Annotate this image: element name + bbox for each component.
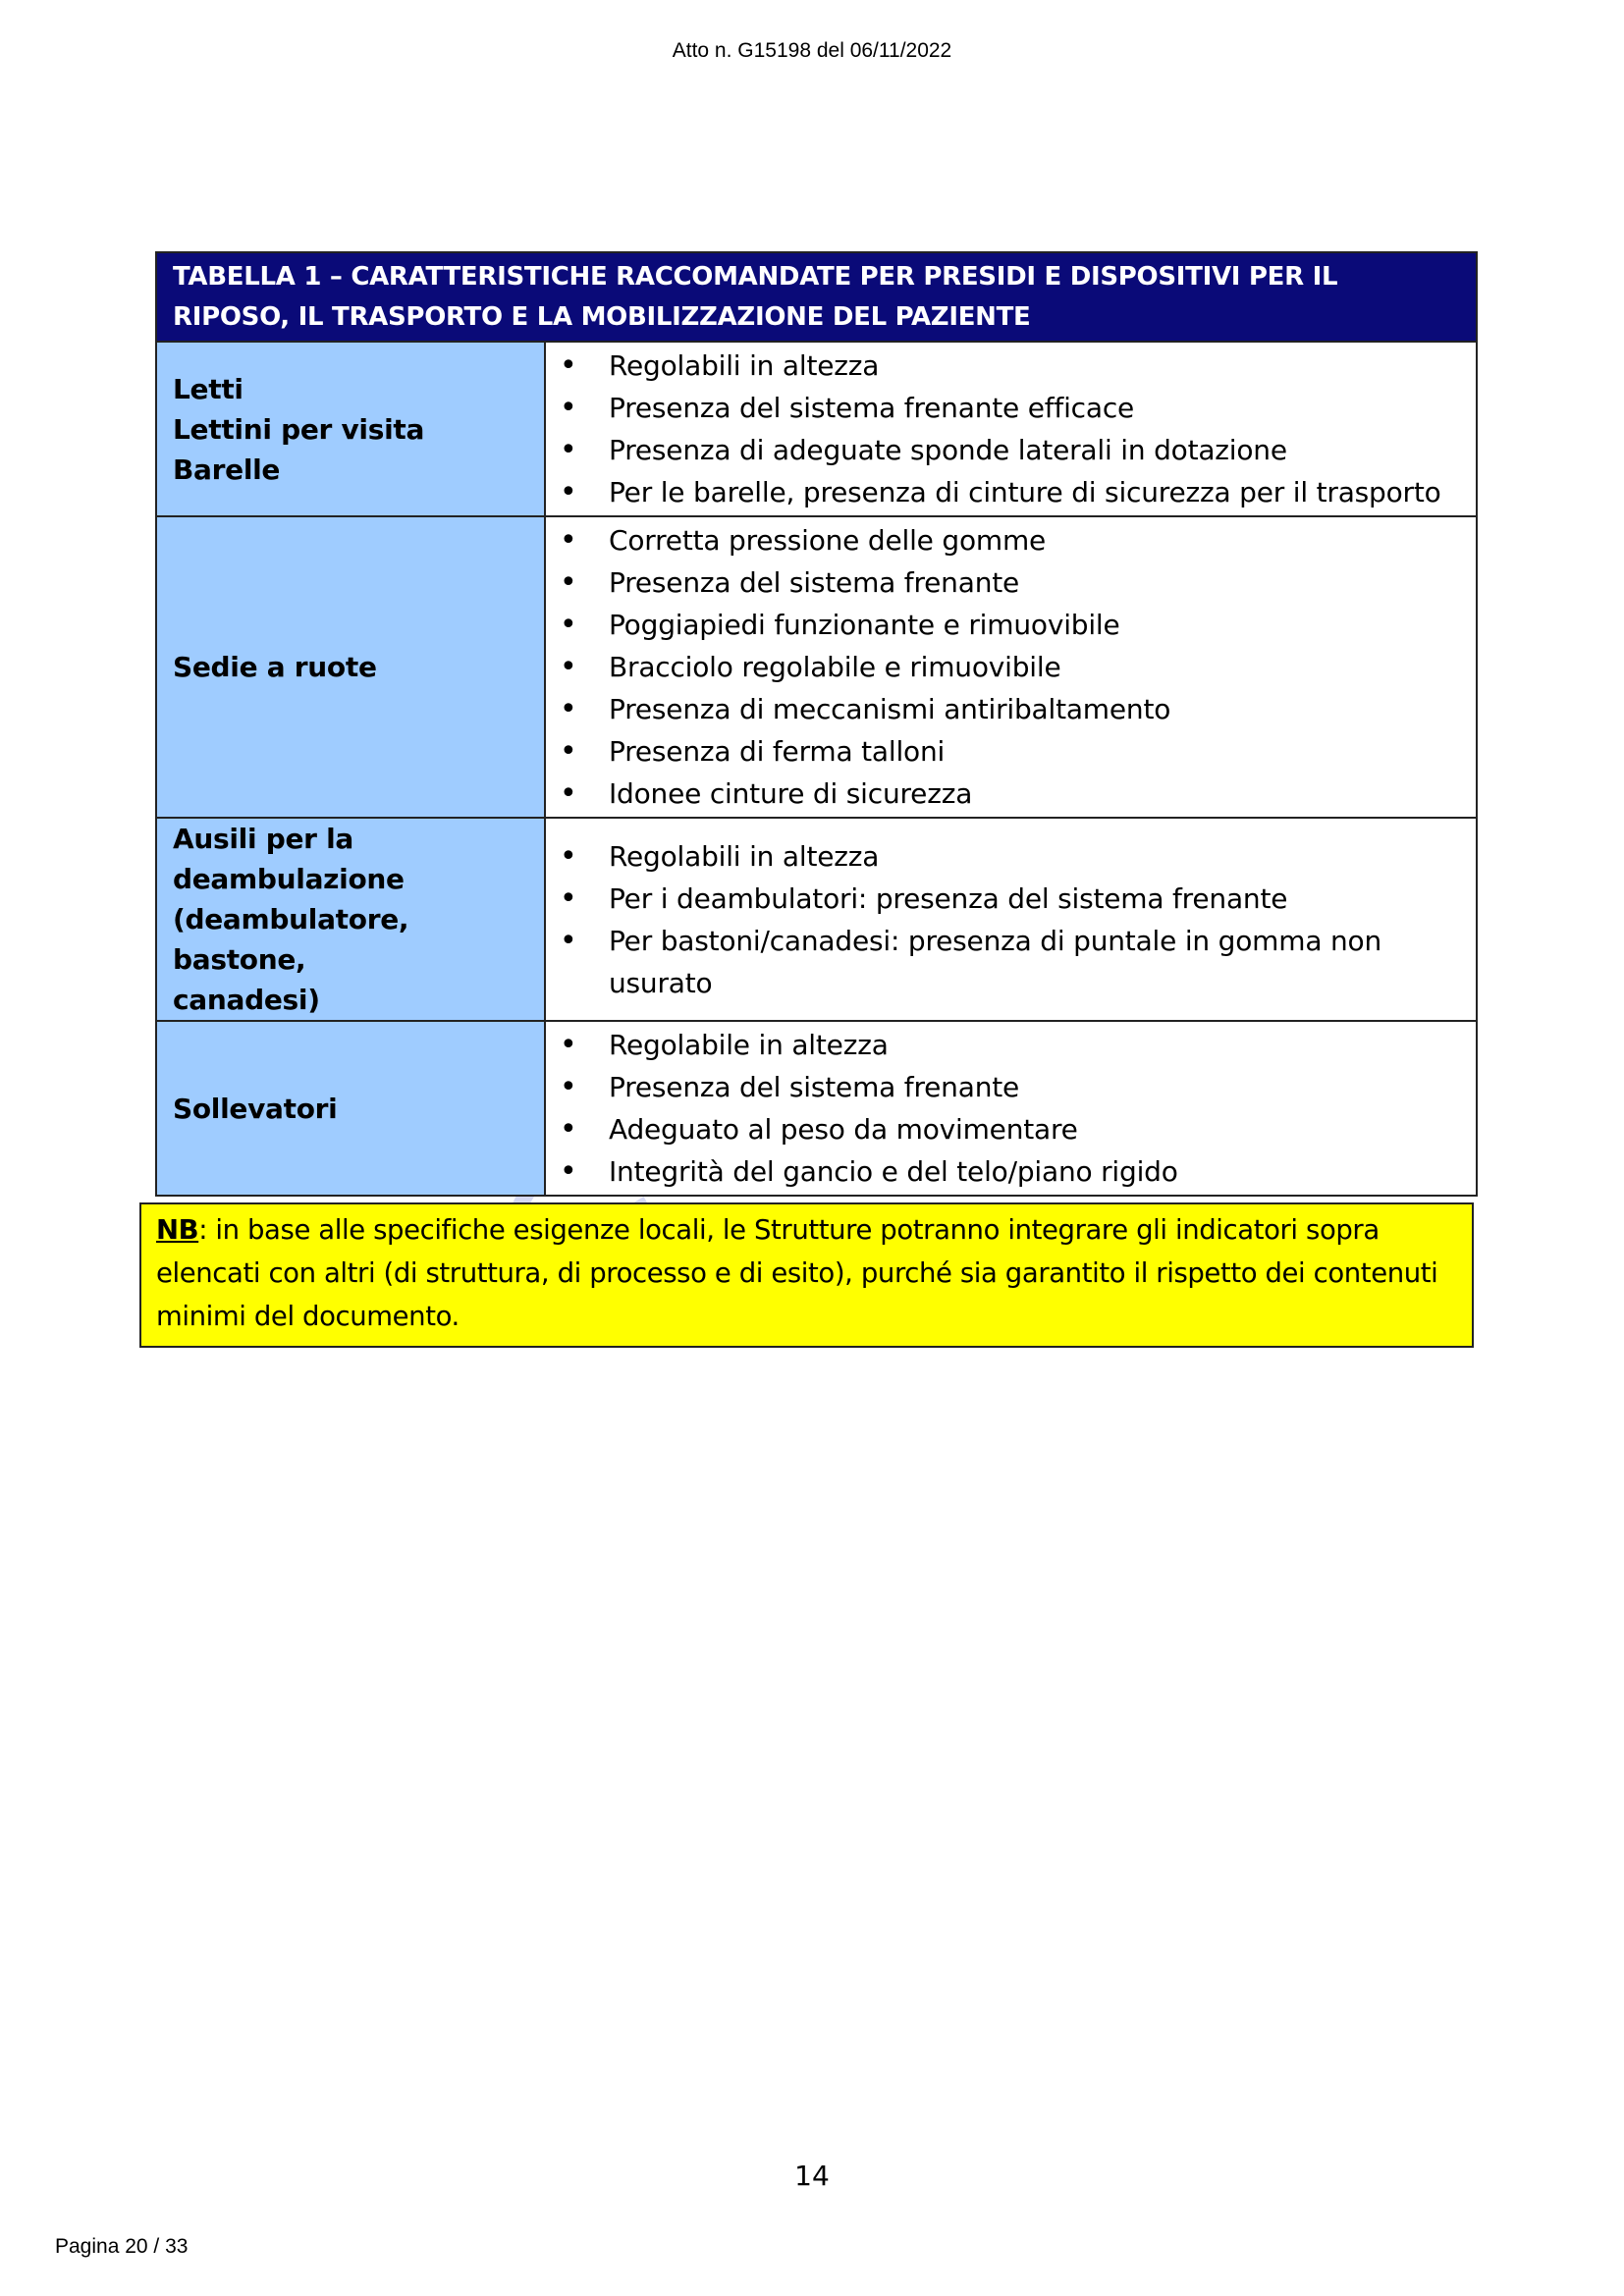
table-row (156, 818, 1477, 1021)
list-item: • Presenza di meccanismi antiribaltamento (546, 688, 1476, 730)
bullet-list (546, 345, 1476, 513)
list-item: • Regolabile in altezza (546, 1024, 1476, 1066)
list-item: • Presenza di ferma talloni (546, 730, 1476, 773)
items-cell (545, 342, 1477, 516)
category-label: Lettini per visita (173, 412, 425, 446)
list-item: • Per bastoni/canadesi: presenza di puntale in gomma non usurato (546, 920, 1476, 1004)
category-cell (156, 818, 545, 1021)
table-row (156, 342, 1477, 516)
bullet-list (546, 1024, 1476, 1193)
list-item: • Presenza di adeguate sponde laterali in dotazione (546, 429, 1476, 471)
table-body (156, 342, 1477, 1196)
table-row (156, 516, 1477, 818)
items-cell (545, 1021, 1477, 1196)
category-label: deambulazione (173, 863, 405, 895)
category-label: Ausili per la (173, 823, 353, 855)
list-item: • Regolabili in altezza (546, 835, 1476, 878)
category-cell (156, 342, 545, 516)
list-item: • Corretta pressione delle gomme (546, 519, 1476, 561)
footer-page-counter: Pagina 20 / 33 (55, 2235, 189, 2258)
list-item: • Idonee cinture di sicurezza (546, 773, 1476, 815)
category-label: Sollevatori (173, 1092, 338, 1125)
list-item: • Integrità del gancio e del telo/piano rigido (546, 1150, 1476, 1193)
list-item: • Regolabili in altezza (546, 345, 1476, 387)
list-item: • Presenza del sistema frenante (546, 561, 1476, 604)
category-cell (156, 516, 545, 818)
list-item: • Per le barelle, presenza di cinture di sicurezza per il trasporto (546, 471, 1476, 513)
note-box (139, 1202, 1474, 1348)
list-item: • Poggiapiedi funzionante e rimuovibile (546, 604, 1476, 646)
category-label: canadesi) (173, 984, 320, 1016)
list-item: • Presenza del sistema frenante efficace (546, 387, 1476, 429)
list-item: • Adeguato al peso da movimentare (546, 1108, 1476, 1150)
list-item: • Bracciolo regolabile e rimuovibile (546, 646, 1476, 688)
list-item: • Presenza del sistema frenante (546, 1066, 1476, 1108)
act-reference: Atto n. G15198 del 06/11/2022 (672, 39, 952, 62)
page-number: 14 (794, 2160, 830, 2192)
list-item: • Per i deambulatori: presenza del sistema frenante (546, 878, 1476, 920)
note-label: NB (156, 1214, 199, 1246)
category-label: Sedie a ruote (173, 651, 377, 683)
table-header-row (156, 252, 1477, 342)
characteristics-table (155, 251, 1478, 1197)
bullet-list (546, 519, 1476, 815)
table-title: TABELLA 1 – CARATTERISTICHE RACCOMANDATE PER PRESIDI E DISPOSITIVI PER IL RIPOSO, IL TRASPORTO E LA MOBILIZZAZIONE DEL PAZIENTE (156, 252, 1477, 342)
category-cell (156, 1021, 545, 1196)
category-label: (deambulatore, bastone, (173, 903, 409, 976)
category-label: Letti (173, 372, 244, 405)
items-cell (545, 516, 1477, 818)
category-label: Barelle (173, 453, 281, 486)
bullet-list (546, 835, 1476, 1004)
table-row (156, 1021, 1477, 1196)
items-cell (545, 818, 1477, 1021)
note-text: : in base alle specifiche esigenze locali, le Strutture potranno integrare gli indicatori sopra elencati con altri (di struttura, di processo e di esito), purché sia garantito il rispetto dei contenuti minimi del documento. (156, 1214, 1438, 1332)
